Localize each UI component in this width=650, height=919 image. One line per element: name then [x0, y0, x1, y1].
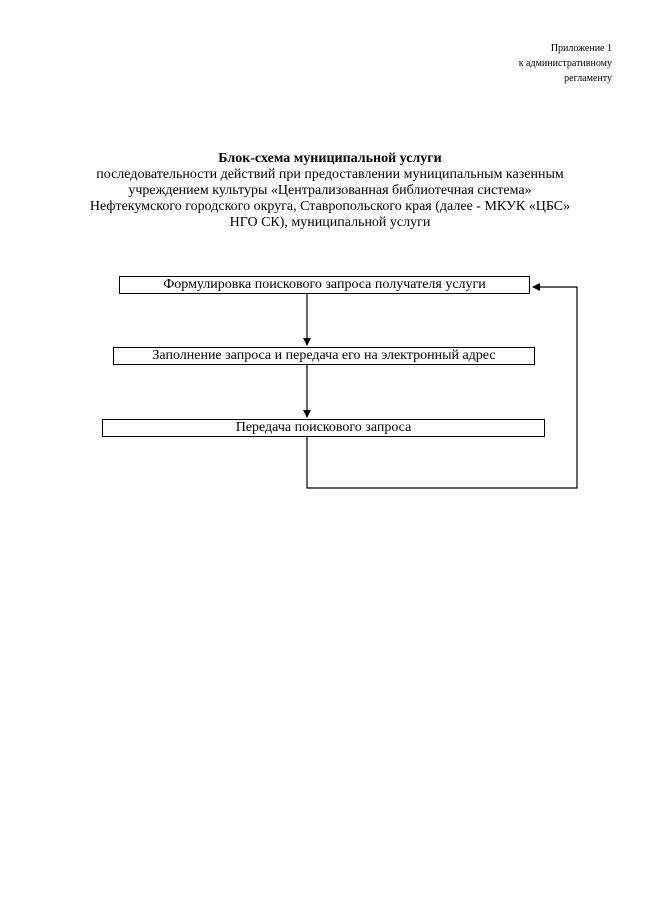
feedback-loop-arrow	[307, 287, 577, 488]
flowchart-step-transfer-query: Передача поискового запроса	[102, 419, 545, 437]
heading-line-4: НГО СК), муниципальной услуги	[229, 215, 431, 230]
heading-line-1: последовательности действий при предоставлении муниципальным казенным	[96, 167, 564, 182]
attachment-line-3: регламенту	[564, 73, 612, 84]
flowchart-step-fill-and-send: Заполнение запроса и передача его на электронный адрес	[113, 347, 535, 365]
heading-line-2: учреждением культуры «Централизованная библиотечная система»	[128, 183, 532, 198]
document-title: Блок-схема муниципальной услуги	[218, 151, 442, 166]
attachment-line-2: к административному	[518, 58, 612, 69]
attachment-line-1: Приложение 1	[550, 43, 612, 54]
flowchart-step-formulate-query: Формулировка поискового запроса получателя услуги	[119, 276, 530, 294]
heading-line-3: Нефтекумского городского округа, Ставропольского края (далее - МКУК «ЦБС»	[89, 199, 571, 214]
